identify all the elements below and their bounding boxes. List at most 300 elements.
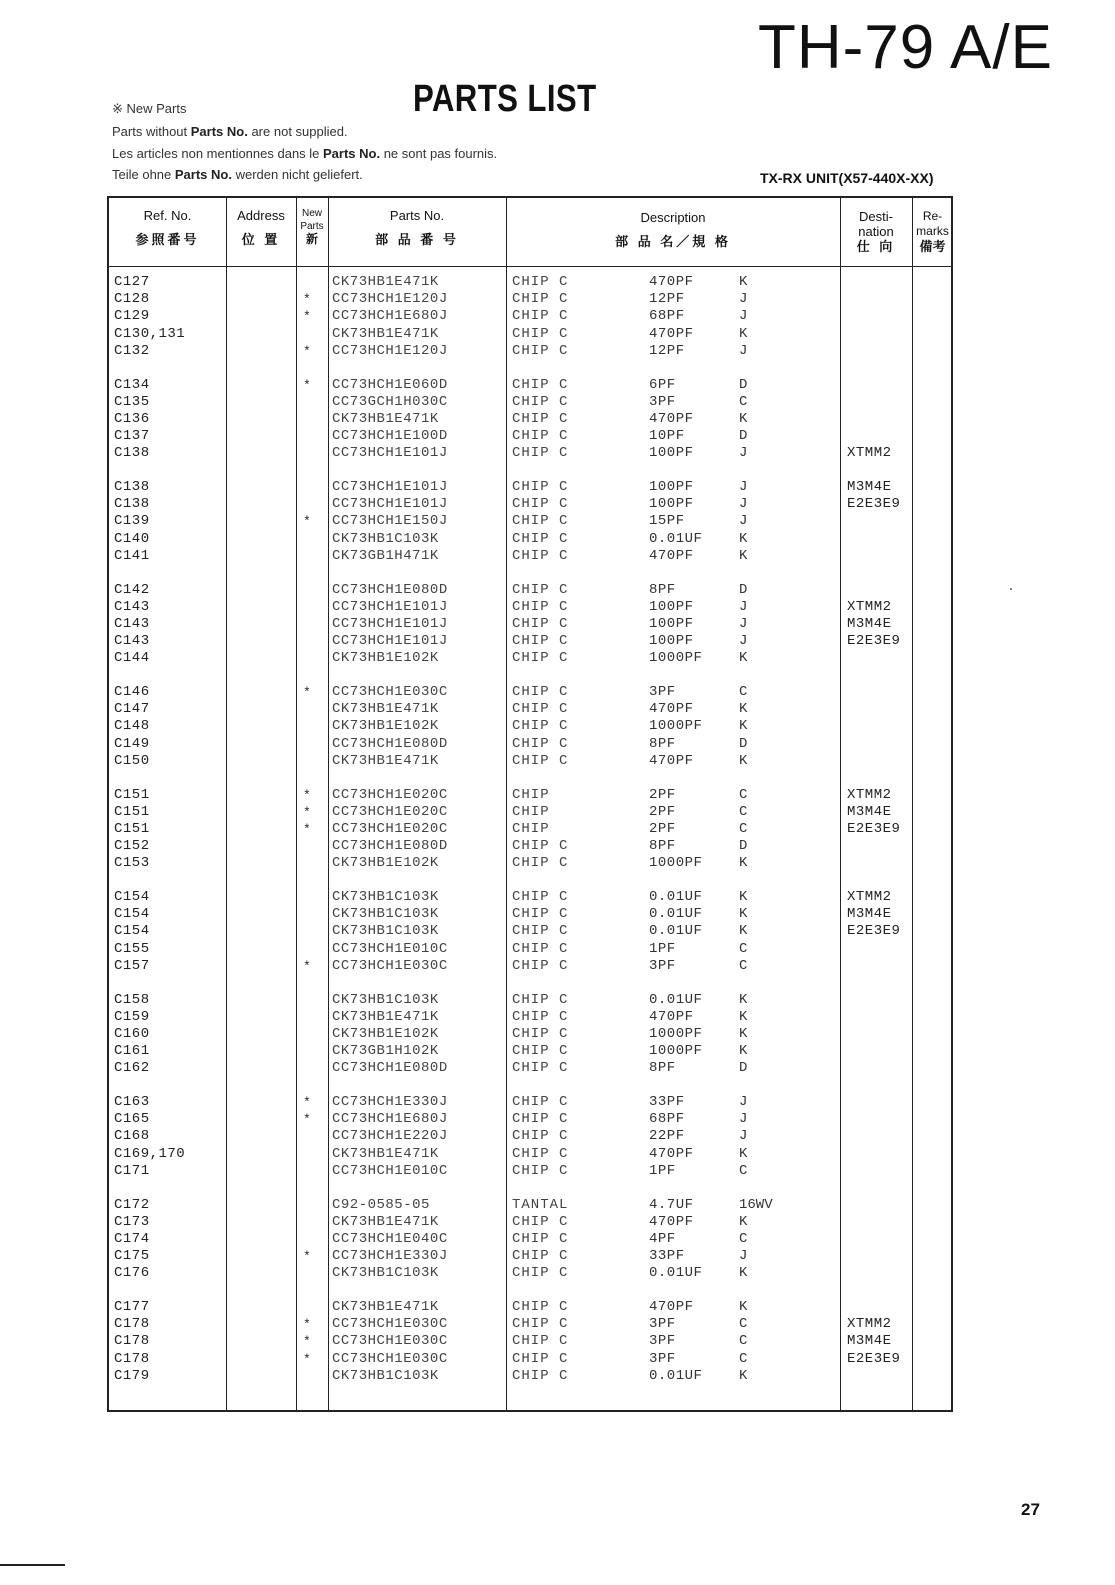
cell-tol: J <box>739 615 748 632</box>
table-row <box>109 1043 951 1060</box>
cell-tol: K <box>739 1213 748 1230</box>
cell-tol: J <box>739 513 748 530</box>
cell-tol: D <box>739 838 748 855</box>
cell-tol: K <box>739 325 748 342</box>
cell-type: CHIP C <box>512 615 569 632</box>
cell-ref: C179 <box>114 1367 150 1384</box>
cell-tol: C <box>739 1162 748 1179</box>
cell-type: CHIP C <box>512 1094 569 1110</box>
cell-value: 1000PF <box>649 1043 703 1060</box>
cell-ref: C163 <box>114 1094 150 1110</box>
column-header-description: Description 部 品 名／規 格 <box>615 210 731 249</box>
cell-type: CHIP C <box>512 274 569 290</box>
cell-tol: K <box>739 530 748 547</box>
cell-value: 22PF <box>649 1128 685 1145</box>
cell-tol: K <box>739 547 748 564</box>
cell-ref: C171 <box>114 1162 150 1179</box>
cell-type: CHIP C <box>512 581 569 598</box>
table-row <box>109 736 951 753</box>
cell-tol: D <box>739 428 748 445</box>
cell-ref: C174 <box>114 1230 150 1247</box>
cell-dest: XTMM2 <box>847 1316 892 1333</box>
cell-type: CHIP C <box>512 376 569 393</box>
cell-new: * <box>303 309 311 325</box>
cell-part: CC73HCH1E120J <box>332 291 448 308</box>
cell-type: CHIP <box>512 803 550 820</box>
cell-tol: D <box>739 376 748 393</box>
cell-part: CC73HCH1E101J <box>332 479 448 495</box>
cell-type: CHIP C <box>512 957 569 974</box>
cell-tol: K <box>739 1367 748 1384</box>
cell-ref: C158 <box>114 991 150 1008</box>
cell-value: 2PF <box>649 820 676 837</box>
cell-ref: C176 <box>114 1265 150 1282</box>
cell-ref: C135 <box>114 393 150 410</box>
cell-part: CK73HB1C103K <box>332 906 439 923</box>
cell-dest: M3M4E <box>847 615 892 632</box>
cell-type: CHIP C <box>512 906 569 923</box>
cell-ref: C178 <box>114 1333 150 1350</box>
column-header-ref: Ref. No. 参照番号 <box>135 208 200 247</box>
cell-tol: D <box>739 581 748 598</box>
cell-ref: C165 <box>114 1111 150 1128</box>
cell-ref: C172 <box>114 1196 150 1213</box>
cell-part: CK73HB1E471K <box>332 1299 439 1315</box>
cell-value: 68PF <box>649 308 685 325</box>
cell-part: CK73HB1E102K <box>332 1025 439 1042</box>
cell-dest: XTMM2 <box>847 889 892 905</box>
cell-tol: J <box>739 1094 748 1110</box>
cell-tol: K <box>739 1299 748 1315</box>
cell-part: CC73HCH1E020C <box>332 803 448 820</box>
cell-tol: K <box>739 855 748 872</box>
cell-value: 12PF <box>649 342 685 359</box>
table-row <box>109 479 951 496</box>
cell-value: 470PF <box>649 325 694 342</box>
cell-part: CK73HB1C103K <box>332 530 439 547</box>
cell-part: CC73HCH1E101J <box>332 615 448 632</box>
cell-new: * <box>303 1317 311 1333</box>
cell-type: CHIP C <box>512 1265 569 1282</box>
cell-tol: K <box>739 1025 748 1042</box>
cell-tol: C <box>739 820 748 837</box>
cell-ref: C152 <box>114 838 150 855</box>
cell-type: CHIP C <box>512 701 569 718</box>
cell-type: CHIP C <box>512 410 569 427</box>
cell-dest: E2E3E9 <box>847 496 901 513</box>
cell-part: CC73HCH1E010C <box>332 1162 448 1179</box>
cell-ref: C129 <box>114 308 150 325</box>
cell-type: CHIP C <box>512 684 569 700</box>
table-row <box>109 411 951 428</box>
cell-type: CHIP C <box>512 1128 569 1145</box>
cell-type: CHIP C <box>512 1043 569 1060</box>
cell-tol: K <box>739 1043 748 1060</box>
cell-type: CHIP C <box>512 1350 569 1367</box>
table-row <box>109 1265 951 1282</box>
table-row <box>109 1128 951 1145</box>
cell-ref: C138 <box>114 479 150 495</box>
cell-part: CC73HCH1E030C <box>332 1316 448 1333</box>
cell-value: 68PF <box>649 1111 685 1128</box>
cell-value: 470PF <box>649 547 694 564</box>
cell-tol: K <box>739 906 748 923</box>
cell-ref: C178 <box>114 1316 150 1333</box>
cell-dest: M3M4E <box>847 1333 892 1350</box>
cell-ref: C143 <box>114 615 150 632</box>
cell-ref: C142 <box>114 581 150 598</box>
cell-new: * <box>303 685 311 700</box>
cell-ref: C154 <box>114 923 150 940</box>
cell-tol: C <box>739 957 748 974</box>
cell-value: 0.01UF <box>649 991 703 1008</box>
cell-tol: C <box>739 940 748 957</box>
cell-value: 1PF <box>649 940 676 957</box>
cell-tol: J <box>739 598 748 615</box>
cell-ref: C178 <box>114 1350 150 1367</box>
scan-speck <box>1010 588 1012 590</box>
table-row <box>109 1248 951 1265</box>
cell-type: CHIP C <box>512 393 569 410</box>
cell-ref: C147 <box>114 701 150 718</box>
cell-part: CC73HCH1E080D <box>332 838 448 855</box>
cell-type: CHIP C <box>512 1162 569 1179</box>
cell-value: 1000PF <box>649 650 703 667</box>
cell-part: CK73HB1E471K <box>332 752 439 769</box>
cell-ref: C168 <box>114 1128 150 1145</box>
cell-tol: C <box>739 803 748 820</box>
cell-tol: C <box>739 393 748 410</box>
cell-ref: C130,131 <box>114 325 186 342</box>
note-english: Parts without Parts No. are not supplied. <box>112 124 348 139</box>
cell-value: 10PF <box>649 428 685 445</box>
table-row <box>109 513 951 530</box>
cell-value: 470PF <box>649 701 694 718</box>
cell-value: 1000PF <box>649 718 703 735</box>
cell-value: 0.01UF <box>649 923 703 940</box>
cell-tol: C <box>739 1350 748 1367</box>
page-title: PARTS LIST <box>413 78 597 120</box>
cell-value: 12PF <box>649 291 685 308</box>
cell-type: CHIP C <box>512 923 569 940</box>
cell-dest: E2E3E9 <box>847 820 901 837</box>
cell-dest: M3M4E <box>847 479 892 495</box>
table-row <box>109 1368 951 1385</box>
cell-value: 33PF <box>649 1094 685 1110</box>
cell-value: 15PF <box>649 513 685 530</box>
table-row <box>109 906 951 923</box>
cell-ref: C140 <box>114 530 150 547</box>
cell-new: * <box>303 343 311 359</box>
table-row <box>109 1316 951 1333</box>
cell-value: 3PF <box>649 1316 676 1333</box>
cell-ref: C128 <box>114 291 150 308</box>
cell-new: * <box>303 804 311 820</box>
cell-value: 470PF <box>649 1145 694 1162</box>
cell-new: * <box>303 292 311 308</box>
table-row <box>109 804 951 821</box>
cell-ref: C148 <box>114 718 150 735</box>
edge-mark <box>0 1564 65 1566</box>
table-row <box>109 326 951 343</box>
cell-type: CHIP C <box>512 1367 569 1384</box>
cell-type: CHIP C <box>512 855 569 872</box>
cell-tol: C <box>739 1316 748 1333</box>
cell-type: CHIP C <box>512 650 569 667</box>
cell-ref: C146 <box>114 684 150 700</box>
cell-part: CC73HCH1E330J <box>332 1248 448 1265</box>
table-row <box>109 428 951 445</box>
cell-type: CHIP <box>512 786 550 803</box>
cell-tol: J <box>739 291 748 308</box>
cell-type: CHIP C <box>512 479 569 495</box>
cell-tol: K <box>739 752 748 769</box>
cell-type: CHIP C <box>512 1299 569 1315</box>
cell-part: CC73HCH1E101J <box>332 445 448 462</box>
cell-value: 470PF <box>649 274 694 290</box>
cell-tol: K <box>739 718 748 735</box>
cell-tol: J <box>739 1111 748 1128</box>
table-row <box>109 941 951 958</box>
cell-part: CK73HB1E102K <box>332 855 439 872</box>
cell-tol: K <box>739 410 748 427</box>
cell-type: CHIP C <box>512 291 569 308</box>
cell-part: CC73HCH1E120J <box>332 342 448 359</box>
cell-value: 470PF <box>649 1299 694 1315</box>
cell-ref: C149 <box>114 735 150 752</box>
column-header-remarks: Re- marks 備考 <box>916 209 949 254</box>
column-header-destination: Desti- nation 仕 向 <box>856 209 896 254</box>
cell-type: CHIP C <box>512 838 569 855</box>
cell-value: 33PF <box>649 1248 685 1265</box>
cell-tol: C <box>739 1230 748 1247</box>
cell-ref: C160 <box>114 1025 150 1042</box>
cell-ref: C143 <box>114 598 150 615</box>
cell-value: 3PF <box>649 1333 676 1350</box>
cell-value: 0.01UF <box>649 906 703 923</box>
cell-part: CC73HCH1E020C <box>332 786 448 803</box>
cell-type: CHIP C <box>512 308 569 325</box>
table-row <box>109 531 951 548</box>
cell-value: 0.01UF <box>649 530 703 547</box>
cell-ref: C151 <box>114 803 150 820</box>
cell-value: 3PF <box>649 393 676 410</box>
cell-ref: C143 <box>114 633 150 650</box>
cell-new: * <box>303 958 311 974</box>
cell-value: 100PF <box>649 633 694 650</box>
table-row <box>109 684 951 701</box>
cell-part: CK73HB1E471K <box>332 701 439 718</box>
table-row <box>109 958 951 975</box>
cell-tol: J <box>739 1248 748 1265</box>
cell-part: CC73HCH1E101J <box>332 496 448 513</box>
cell-ref: C175 <box>114 1248 150 1265</box>
cell-dest: E2E3E9 <box>847 1350 901 1367</box>
cell-part: C92-0585-05 <box>332 1196 430 1213</box>
cell-tol: D <box>739 1060 748 1077</box>
cell-part: CC73HCH1E080D <box>332 581 448 598</box>
cell-ref: C173 <box>114 1213 150 1230</box>
cell-value: 470PF <box>649 752 694 769</box>
cell-tol: J <box>739 1128 748 1145</box>
table-row <box>109 1060 951 1077</box>
table-row <box>109 1009 951 1026</box>
table-row <box>109 787 951 804</box>
cell-type: CHIP C <box>512 325 569 342</box>
cell-part: CK73HB1C103K <box>332 889 439 905</box>
table-row <box>109 308 951 325</box>
table-row <box>109 855 951 872</box>
cell-part: CC73HCH1E680J <box>332 308 448 325</box>
cell-ref: C139 <box>114 513 150 530</box>
cell-value: 0.01UF <box>649 889 703 905</box>
cell-tol: J <box>739 496 748 513</box>
cell-part: CK73HB1C103K <box>332 1265 439 1282</box>
cell-type: CHIP C <box>512 1111 569 1128</box>
cell-ref: C154 <box>114 889 150 905</box>
cell-ref: C155 <box>114 940 150 957</box>
cell-type: CHIP C <box>512 513 569 530</box>
cell-part: CK73HB1E102K <box>332 650 439 667</box>
cell-new: * <box>303 821 311 837</box>
cell-tol: C <box>739 786 748 803</box>
cell-part: CK73HB1E471K <box>332 1145 439 1162</box>
cell-ref: C138 <box>114 496 150 513</box>
cell-new: * <box>303 1112 311 1128</box>
table-row <box>109 1231 951 1248</box>
cell-ref: C153 <box>114 855 150 872</box>
cell-type: CHIP C <box>512 991 569 1008</box>
cell-part: CC73HCH1E080D <box>332 1060 448 1077</box>
cell-value: 100PF <box>649 615 694 632</box>
cell-type: CHIP C <box>512 1230 569 1247</box>
cell-ref: C177 <box>114 1299 150 1315</box>
table-row <box>109 274 951 291</box>
cell-dest: XTMM2 <box>847 598 892 615</box>
cell-ref: C159 <box>114 1008 150 1025</box>
cell-type: CHIP C <box>512 428 569 445</box>
table-row <box>109 701 951 718</box>
cell-value: 4.7UF <box>649 1196 694 1213</box>
cell-value: 100PF <box>649 496 694 513</box>
cell-value: 470PF <box>649 1008 694 1025</box>
cell-part: CC73HCH1E030C <box>332 684 448 700</box>
table-row <box>109 821 951 838</box>
note-german: Teile ohne Parts No. werden nicht geliefert. <box>112 167 363 182</box>
table-row <box>109 1214 951 1231</box>
cell-part: CK73HB1E471K <box>332 325 439 342</box>
cell-tol: K <box>739 1145 748 1162</box>
cell-value: 3PF <box>649 957 676 974</box>
cell-new: * <box>303 1095 311 1110</box>
cell-part: CC73HCH1E010C <box>332 940 448 957</box>
cell-part: CK73HB1C103K <box>332 1367 439 1384</box>
table-row <box>109 889 951 906</box>
table-row <box>109 650 951 667</box>
cell-ref: C157 <box>114 957 150 974</box>
table-row <box>109 718 951 735</box>
cell-type: CHIP C <box>512 530 569 547</box>
cell-value: 470PF <box>649 410 694 427</box>
cell-tol: J <box>739 479 748 495</box>
cell-ref: C127 <box>114 274 150 290</box>
cell-type: CHIP C <box>512 752 569 769</box>
cell-value: 100PF <box>649 445 694 462</box>
cell-ref: C162 <box>114 1060 150 1077</box>
cell-ref: C136 <box>114 410 150 427</box>
table-row <box>109 1163 951 1180</box>
cell-type: CHIP C <box>512 633 569 650</box>
cell-part: CK73HB1E471K <box>332 1008 439 1025</box>
table-row <box>109 616 951 633</box>
cell-part: CC73HCH1E101J <box>332 598 448 615</box>
cell-value: 6PF <box>649 376 676 393</box>
cell-type: CHIP C <box>512 1145 569 1162</box>
cell-type: CHIP C <box>512 547 569 564</box>
note-french: Les articles non mentionnes dans le Parts No. ne sont pas fournis. <box>112 146 498 161</box>
cell-value: 4PF <box>649 1230 676 1247</box>
cell-new: * <box>303 1351 311 1367</box>
table-row <box>109 1094 951 1111</box>
cell-part: CC73HCH1E101J <box>332 633 448 650</box>
cell-ref: C141 <box>114 547 150 564</box>
table-row <box>109 1299 951 1316</box>
cell-type: CHIP C <box>512 735 569 752</box>
cell-type: CHIP C <box>512 940 569 957</box>
cell-value: 3PF <box>649 684 676 700</box>
cell-ref: C154 <box>114 906 150 923</box>
cell-new: * <box>303 377 311 393</box>
cell-ref: C169,170 <box>114 1145 186 1162</box>
cell-tol: K <box>739 650 748 667</box>
cell-tol: K <box>739 1008 748 1025</box>
cell-ref: C132 <box>114 342 150 359</box>
cell-tol: K <box>739 923 748 940</box>
cell-ref: C151 <box>114 820 150 837</box>
cell-tol: K <box>739 1265 748 1282</box>
cell-part: CK73HB1E471K <box>332 410 439 427</box>
cell-tol: J <box>739 633 748 650</box>
cell-part: CC73HCH1E060D <box>332 376 448 393</box>
model-number: TH-79 A/E <box>758 13 1053 82</box>
cell-part: CC73HCH1E020C <box>332 820 448 837</box>
cell-ref: C144 <box>114 650 150 667</box>
cell-tol: K <box>739 274 748 290</box>
cell-part: CK73HB1C103K <box>332 991 439 1008</box>
cell-dest: E2E3E9 <box>847 923 901 940</box>
table-row <box>109 1026 951 1043</box>
cell-value: 100PF <box>649 598 694 615</box>
cell-value: 3PF <box>649 1350 676 1367</box>
table-row <box>109 923 951 940</box>
cell-value: 470PF <box>649 1213 694 1230</box>
cell-tol: K <box>739 889 748 905</box>
cell-type: CHIP C <box>512 1316 569 1333</box>
cell-new: * <box>303 514 311 530</box>
table-row <box>109 1351 951 1368</box>
cell-tol: D <box>739 735 748 752</box>
cell-part: CK73GB1H102K <box>332 1043 439 1060</box>
cell-tol: 16WV <box>739 1196 773 1213</box>
parts-rows <box>109 198 951 1410</box>
cell-tol: K <box>739 991 748 1008</box>
page-number: 27 <box>1021 1500 1040 1519</box>
column-header-address: Address 位 置 <box>237 208 285 247</box>
cell-type: CHIP C <box>512 1248 569 1265</box>
cell-dest: M3M4E <box>847 906 892 923</box>
cell-type: CHIP C <box>512 598 569 615</box>
cell-type: CHIP C <box>512 1060 569 1077</box>
